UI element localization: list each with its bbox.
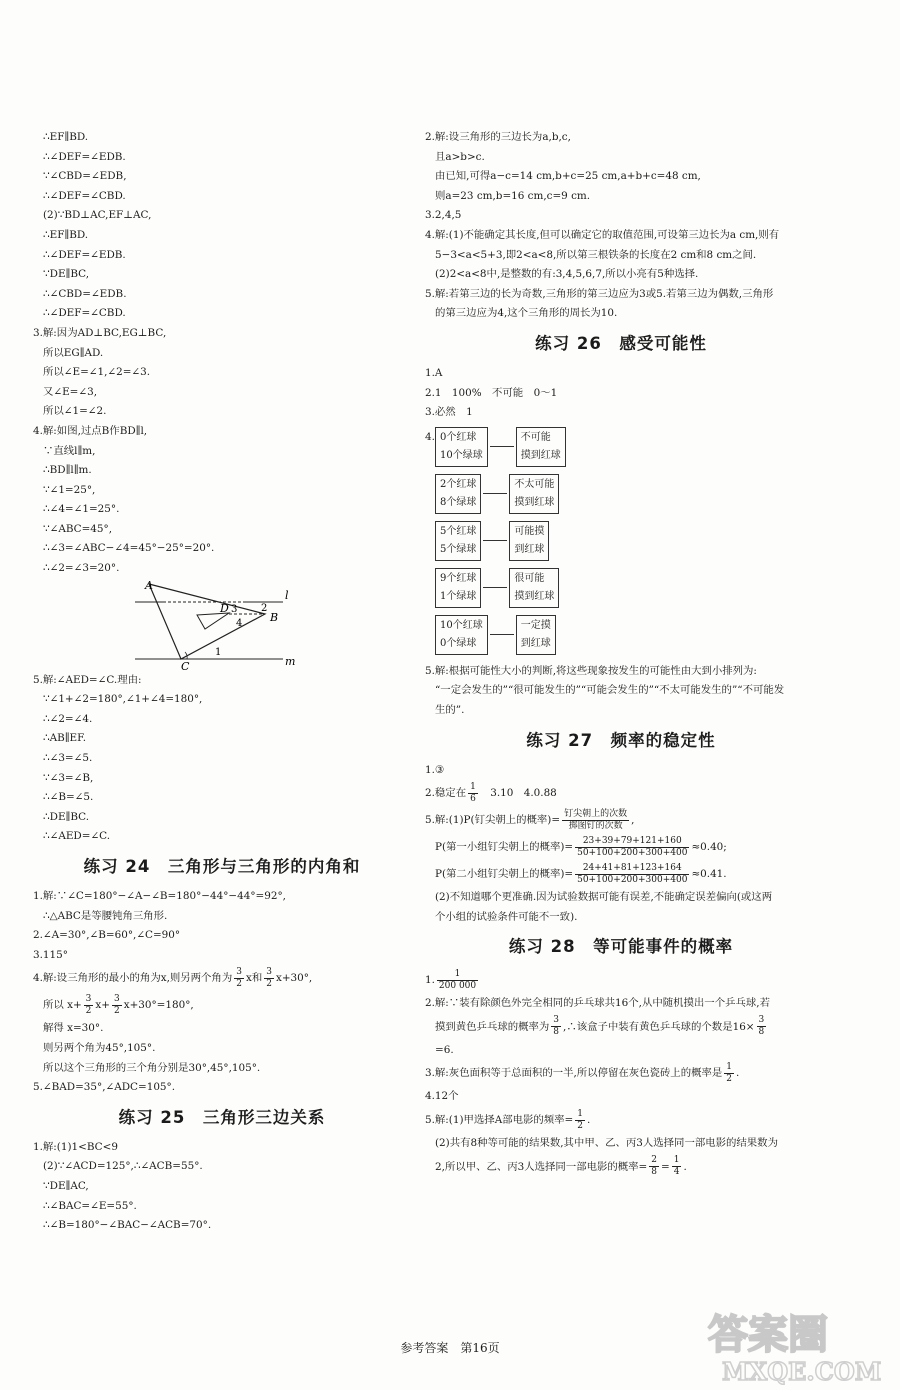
text-line-fraction: 所以 x+ $\frac{3}{2}$ x+ $\frac{3}{2}$ x+30°=180°, bbox=[43, 993, 194, 1016]
text-line: 生的”. bbox=[435, 703, 465, 716]
box-row bbox=[435, 521, 817, 561]
text-line: ∵DE∥AC, bbox=[43, 1179, 89, 1192]
box-row bbox=[435, 568, 817, 608]
section-heading-26: 练习 26 感受可能性 bbox=[535, 333, 707, 353]
text-line: ∴DE∥BC. bbox=[43, 810, 90, 823]
connector bbox=[483, 493, 507, 494]
angle-mark-1 bbox=[185, 652, 187, 659]
fraction: $\frac{3}{2}$ bbox=[85, 993, 92, 1016]
text-line: 则a=23 cm,b=16 cm,c=9 cm. bbox=[435, 189, 591, 202]
text-line: ∴AB∥EF. bbox=[43, 732, 87, 745]
text-line: 5.∠BAD=35°,∠ADC=105°. bbox=[33, 1081, 176, 1094]
text-line-fraction: 1. $\frac{1}{200 000}$ bbox=[425, 968, 477, 991]
section-heading-27: 练习 27 频率的稳定性 bbox=[526, 730, 716, 750]
right-column bbox=[425, 128, 817, 1181]
label-b: B bbox=[270, 610, 279, 624]
fraction: $\frac{24+41+81+123+164}{50+100+200+300+400}$ bbox=[577, 862, 688, 885]
svg-text:MXQE.COM: MXQE.COM bbox=[722, 1357, 882, 1385]
text-line: 2.解:设三角形的三边长为a,b,c, bbox=[425, 131, 571, 143]
text-line: ∵∠ABC=45°, bbox=[43, 522, 113, 535]
text-line-fraction: P(第二小组钉尖朝上的概率)= $\frac{24+41+81+123+164}{50+100+200+300+400}$ ≈0.41. bbox=[435, 862, 727, 885]
connector bbox=[490, 634, 514, 635]
connector bbox=[483, 540, 507, 541]
text-line: ∵∠1=25°, bbox=[43, 483, 96, 496]
text-line: “一定会发生的”“很可能发生的”“可能会发生的”“不太可能发生的”“不可能发 bbox=[435, 684, 785, 697]
text-line: ∴∠4=∠1=25°. bbox=[43, 503, 120, 516]
text-line: (2)不知道哪个更准确.因为试验数据可能有误差,不能确定误差偏向(或这两 bbox=[435, 891, 773, 904]
triangle-parallel-lines-diagram bbox=[133, 579, 323, 671]
text-line: 5.解:根据可能性大小的判断,将这些现象按发生的可能性由大到小排列为: bbox=[425, 664, 757, 677]
inner-triangle bbox=[197, 613, 229, 629]
ball-count-box: 2个红球 8个绿球 bbox=[435, 474, 481, 514]
fraction: $\frac{2}{8}$ bbox=[651, 1155, 657, 1178]
text-line-fraction: 摸到黄色乒乓球的概率为 $\frac{3}{8}$ ,∴该盒子中装有黄色乒乓球的个数是16× $\frac{3}{8}$ bbox=[435, 1015, 765, 1038]
section-heading-24: 练习 24 三角形与三角形的内角和 bbox=[83, 857, 361, 876]
fraction: $\frac{3}{8}$ bbox=[553, 1015, 560, 1038]
text-line: (2)∵BD⊥AC,EF⊥AC, bbox=[43, 209, 152, 222]
box-row bbox=[435, 427, 817, 467]
geometry-figure bbox=[33, 579, 411, 671]
fraction: $\frac{\text{钉尖朝上的次数}}{\text{掷图钉的次数}}$ bbox=[564, 808, 628, 831]
section-heading-25: 练习 25 三角形三边关系 bbox=[118, 1107, 326, 1127]
ball-count-box: 0个红球 10个绿球 bbox=[435, 427, 488, 467]
text-line: 解得 x=30°. bbox=[43, 1022, 104, 1035]
watermark-icon bbox=[700, 1300, 895, 1385]
possibility-box: 不可能 摸到红球 bbox=[516, 427, 566, 467]
text-line: =6. bbox=[435, 1043, 454, 1056]
text-line: ∴∠BAC=∠E=55°. bbox=[43, 1199, 137, 1212]
text-line: ∵∠1+∠2=180°,∠1+∠4=180°, bbox=[43, 693, 203, 706]
text-line: ∴△ABC是等腰钝角三角形. bbox=[43, 909, 168, 922]
fraction: $\frac{1}{6}$ bbox=[470, 781, 476, 804]
left-column bbox=[33, 128, 411, 1236]
text-line: ∴∠B=∠5. bbox=[43, 791, 94, 804]
text-line: 且a>b>c. bbox=[435, 150, 485, 163]
text-line-fraction: 2.稳定在 $\frac{1}{6}$ 3.10 4.0.88 bbox=[425, 781, 557, 804]
text-line: ∵DE∥BC, bbox=[43, 268, 90, 281]
fraction: $\frac{23+39+79+121+160}{50+100+200+300+400}$ bbox=[577, 835, 688, 858]
possibility-box: 一定摸 到红球 bbox=[516, 615, 556, 655]
label-a: A bbox=[145, 578, 153, 592]
text-line: ∵∠3=∠B, bbox=[43, 771, 94, 784]
question-number: 4. bbox=[425, 430, 435, 443]
fraction: $\frac{3}{8}$ bbox=[758, 1015, 765, 1038]
possibility-box: 可能摸 到红球 bbox=[509, 521, 549, 561]
text-line: ∴∠DEF=∠CBD. bbox=[43, 189, 126, 202]
text-line: 2.∠A=30°,∠B=60°,∠C=90° bbox=[33, 929, 181, 942]
text-line: 则另两个角为45°,105°. bbox=[43, 1041, 156, 1054]
text-line: (2)∵∠ACD=125°,∴∠ACB=55°. bbox=[43, 1160, 203, 1173]
text-line: ∴∠CBD=∠EDB. bbox=[43, 287, 127, 300]
text-line: 1.解:∵∠C=180°−∠A−∠B=180°−44°−44°=92°, bbox=[33, 890, 286, 902]
text-line-fraction: 5.解:(1)甲选择A部电影的频率= $\frac{1}{2}$ . bbox=[425, 1108, 591, 1131]
text-line-fraction: 4.解:设三角形的最小的角为x,则另两个角为 $\frac{3}{2}$ x和 $\frac{3}{2}$ x+30°, bbox=[33, 966, 313, 989]
fraction: $\frac{3}{2}$ bbox=[236, 966, 242, 989]
label-4: 4 bbox=[236, 617, 243, 629]
connector bbox=[490, 446, 514, 447]
triangle-abc bbox=[149, 584, 268, 659]
text-line-fraction: P(第一小组钉尖朝上的概率)= $\frac{23+39+79+121+160}{50+100+200+300+400}$ ≈0.40; bbox=[435, 835, 727, 858]
text-line: ∴∠AED=∠C. bbox=[43, 830, 111, 843]
text-line: 个小组的试验条件可能不一致). bbox=[435, 910, 578, 923]
text-line-fraction: 2,所以甲、乙、丙3人选择同一部电影的概率= $\frac{2}{8}$ = $\frac{1}{4}$ . bbox=[435, 1155, 687, 1178]
text-line: 2.解:∵装有除颜色外完全相同的乒乓球共16个,从中随机摸出一个乒乓球,若 bbox=[425, 997, 770, 1010]
text-line-fraction: 3.解:灰色面积等于总面积的一半,所以停留在灰色瓷砖上的概率是 $\frac{1}{2}$ . bbox=[425, 1061, 740, 1084]
text-line: 3.解:因为AD⊥BC,EG⊥BC, bbox=[33, 326, 167, 339]
text-line: ∴EF∥BD. bbox=[43, 131, 89, 143]
text-line: ∴BD∥l∥m. bbox=[43, 464, 92, 477]
fraction: $\frac{3}{2}$ bbox=[266, 966, 272, 989]
label-2: 2 bbox=[261, 602, 268, 614]
label-l: l bbox=[285, 588, 289, 602]
text-line: 4.解:如图,过点B作BD∥l, bbox=[33, 424, 148, 437]
label-1: 1 bbox=[215, 646, 222, 658]
text-line: 2.1 100% 不可能 0～1 bbox=[425, 386, 558, 399]
text-line: 1.A bbox=[425, 366, 443, 379]
label-c: C bbox=[181, 659, 190, 671]
text-line: (2)共有8种等可能的结果数,其中甲、乙、丙3人选择同一部电影的结果数为 bbox=[435, 1137, 778, 1150]
text-line: 1.③ bbox=[425, 763, 445, 776]
text-line: 3.115° bbox=[33, 948, 68, 961]
connector bbox=[483, 587, 507, 588]
ball-count-box: 10个红球 0个绿球 bbox=[435, 615, 488, 655]
box-row bbox=[435, 615, 817, 655]
text-line: ∵直线l∥m, bbox=[43, 444, 96, 457]
label-3: 3 bbox=[231, 603, 238, 615]
text-line: 3.2,4,5 bbox=[425, 209, 462, 222]
fraction: $\frac{1}{2}$ bbox=[577, 1108, 583, 1131]
svg-text:答案圈: 答案圈 bbox=[708, 1311, 828, 1358]
text-line: 所以∠1=∠2. bbox=[43, 405, 107, 418]
text-line: (2)2<a<8中,是整数的有:3,4,5,6,7,所以小亮有5种选择. bbox=[435, 268, 699, 281]
page-footer: 参考答案 第16页 bbox=[400, 1341, 500, 1355]
section-heading-28: 练习 28 等可能事件的概率 bbox=[508, 937, 734, 957]
fraction: $\frac{1}{2}$ bbox=[726, 1061, 732, 1084]
text-line: ∴EF∥BD. bbox=[43, 228, 89, 241]
text-line: 由已知,可得a−c=14 cm,b+c=25 cm,a+b+c=48 cm, bbox=[435, 170, 701, 183]
fraction: $\frac{1}{4}$ bbox=[673, 1155, 680, 1178]
text-line: 的第三边应为4,这个三角形的周长为10. bbox=[435, 307, 618, 320]
text-line: 所以这个三角形的三个角分别是30°,45°,105°. bbox=[43, 1061, 261, 1074]
text-line: ∴∠B=180°−∠BAC−∠ACB=70°. bbox=[43, 1219, 212, 1232]
text-line: 5−3<a<5+3,即2<a<8,所以第三根铁条的长度在2 cm和8 cm之间. bbox=[435, 248, 757, 261]
possibility-box: 不太可能 摸到红球 bbox=[509, 474, 559, 514]
text-line: ∴∠DEF=∠CBD. bbox=[43, 307, 126, 320]
text-line: ∴∠DEF=∠EDB. bbox=[43, 248, 126, 261]
text-line: ∴∠2=∠4. bbox=[43, 712, 93, 725]
text-line: 所以∠E=∠1,∠2=∠3. bbox=[43, 366, 151, 379]
ball-count-box: 9个红球 1个绿球 bbox=[435, 568, 481, 608]
text-line: ∴∠2=∠3=20°. bbox=[43, 562, 120, 575]
text-line: 5.解:∠AED=∠C.理由: bbox=[33, 673, 142, 686]
text-line: ∴∠3=∠ABC−∠4=45°−25°=20°. bbox=[43, 542, 215, 555]
label-d: D bbox=[220, 601, 229, 615]
text-line: 所以EG∥AD. bbox=[43, 346, 104, 359]
text-line: 又∠E=∠3, bbox=[43, 385, 98, 398]
fraction: $\frac{3}{2}$ bbox=[113, 993, 120, 1016]
text-line: 4.12个 bbox=[425, 1090, 459, 1103]
watermark-logo bbox=[700, 1300, 895, 1385]
ball-count-box: 5个红球 5个绿球 bbox=[435, 521, 481, 561]
text-line: 5.解:若第三边的长为奇数,三角形的第三边应为3或5.若第三边为偶数,三角形 bbox=[425, 287, 774, 300]
text-line: ∴∠DEF=∠EDB. bbox=[43, 150, 126, 163]
text-line: 1.解:(1)1<BC<9 bbox=[33, 1140, 118, 1153]
box-matching-list bbox=[425, 427, 817, 655]
text-line-fraction: 5.解:(1)P(钉尖朝上的概率)= $\frac{\text{钉尖朝上的次数}}{\text{掷图钉的次数}}$ , bbox=[425, 808, 635, 831]
box-row bbox=[435, 474, 817, 514]
text-line: 3.必然 1 bbox=[425, 406, 473, 419]
possibility-box: 很可能 摸到红球 bbox=[509, 568, 559, 608]
fraction: $\frac{1}{200 000}$ bbox=[438, 968, 477, 991]
text-line: 4.解:(1)不能确定其长度,但可以确定它的取值范围,可设第三边长为a cm,则有 bbox=[425, 228, 780, 241]
label-m: m bbox=[285, 654, 296, 668]
text-line: ∴∠3=∠5. bbox=[43, 752, 93, 765]
text-line: ∵∠CBD=∠EDB, bbox=[43, 170, 127, 183]
